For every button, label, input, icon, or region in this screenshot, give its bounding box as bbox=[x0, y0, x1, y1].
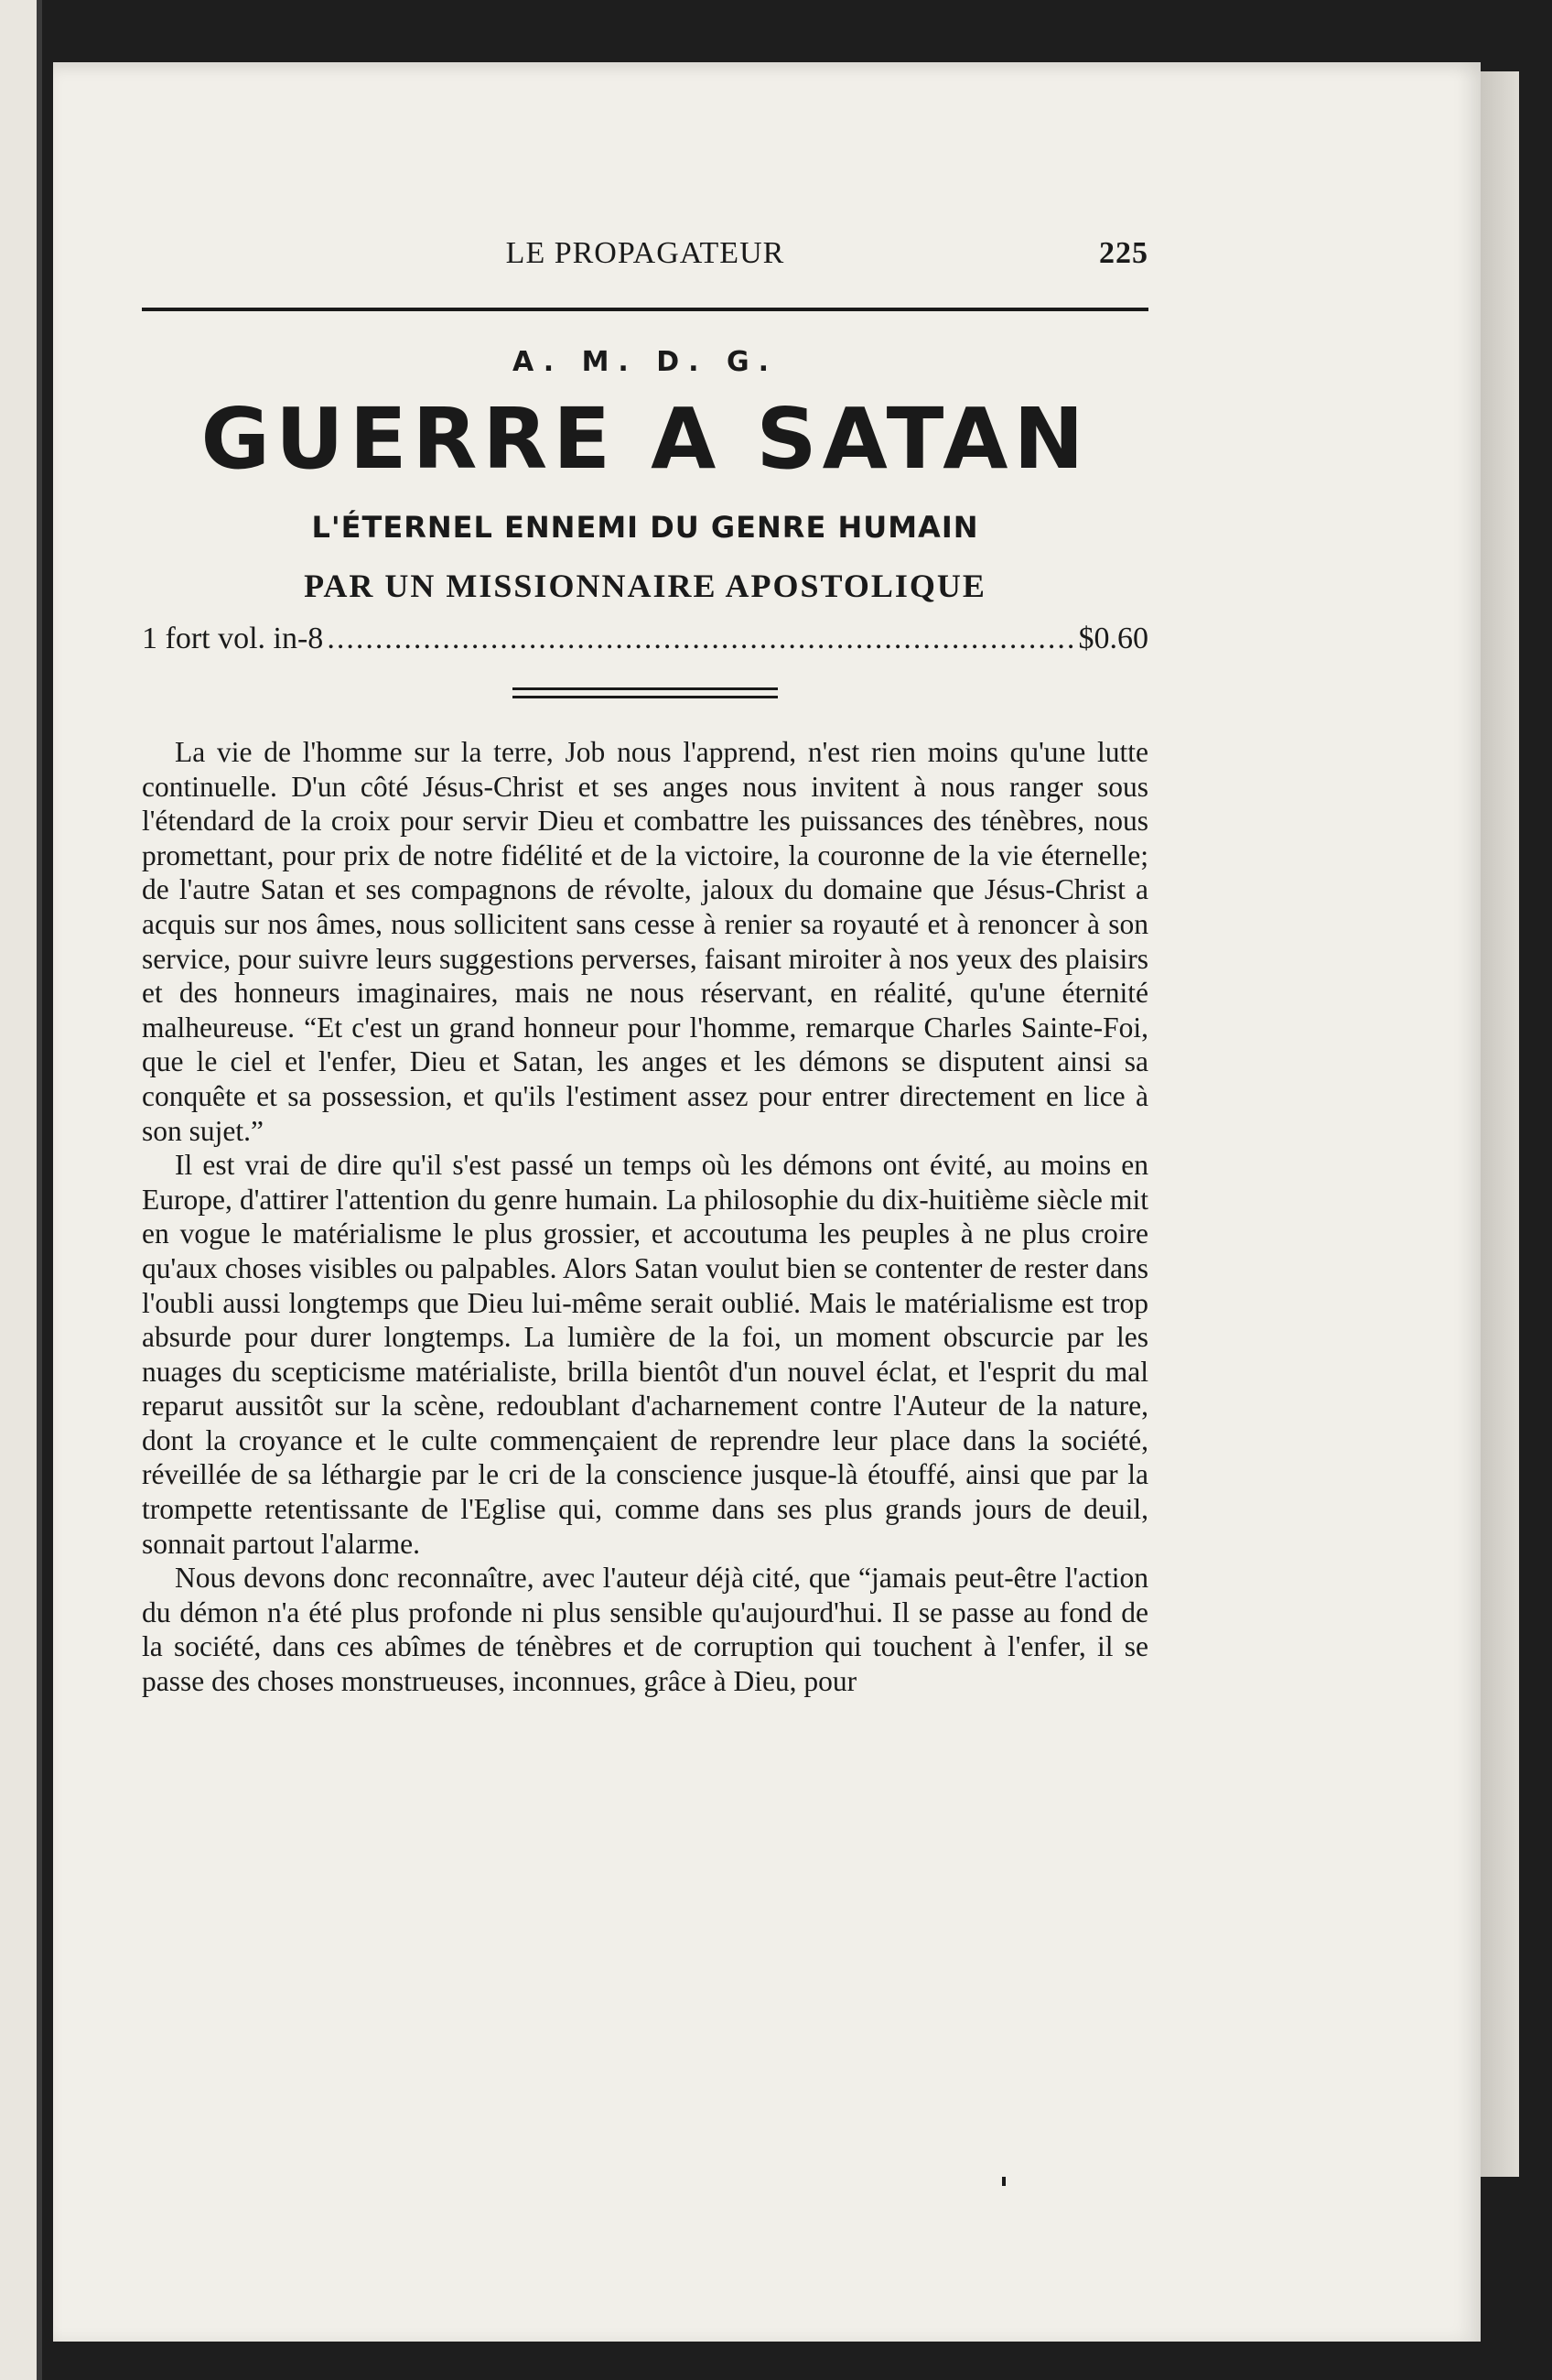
paragraph: Il est vrai de dire qu'il s'est passé un temps où les démons ont évité, au moins en Europe, d'attirer l'attention du genre humain. La philosophie du dix-huitième siècle mit en vogue le matérialisme le plus grossier, et accoutuma les peuples à ne plus croire qu'aux choses visibles ou palpables. Alors Satan voulut bien se contenter de rester dans l'oubli aussi longtemps que Dieu lui-même serait oublié. Mais le matérialisme est trop absurde pour durer longtemps. La lumière de la foi, un moment obscurcie par les nuages du scepticisme matérialiste, brilla bientôt d'un nouvel éclat, et l'esprit du mal reparut aussitôt sur la scène, redoublant d'acharnement contre l'Auteur de la nature, dont la croyance et le culte commençaient de reprendre leur place dans la société, réveillée de sa léthargie par le cri de la conscience jusque-là étouffé, ainsi que par la trompette retentissante de l'Eglise qui, comme dans ses plus grands jours de deuil, sonnait partout l'alarme. bbox=[142, 1149, 1148, 1560]
author-line: PAR UN MISSIONNAIRE APOSTOLIQUE bbox=[304, 568, 986, 604]
paragraph: La vie de l'homme sur la terre, Job nous l'apprend, n'est rien moins qu'une lutte continuelle. D'un côté Jésus-Christ et ses anges nous invitent à nous ranger sous l'étendard de la croix pour servir Dieu et combattre les puissances des ténèbres, nous promettant, pour prix de notre fidélité et de la victoire, la couronne de la vie éternelle; de l'autre Satan et ses compagnons de révolte, jaloux du domaine que Jésus-Christ a acquis sur nos âmes, nous sollicitent sans cesse à renier sa royauté et à renoncer à son service, pour suivre leurs suggestions perverses, faisant miroiter à nos yeux des plaisirs et des honneurs imaginaires, mais ne nous réservant, en réalité, qu'une éternité malheureuse. “Et c'est un grand honneur pour l'homme, remarque Charles Sainte-Foi, que le ciel et l'enfer, Dieu et Satan, les anges et les démons se disputent ainsi sa conquête et sa possession, et qu'ils l'estiment assez pour entrer directement en lice à son sujet.” bbox=[142, 736, 1148, 1147]
page-content bbox=[142, 236, 1148, 1699]
paragraph: Nous devons donc reconnaître, avec l'auteur déjà cité, que “jamais peut-être l'action du démon n'a été plus profonde ni plus sensible qu'aujourd'hui. Il se passe au fond de la société, dans ces abîmes de ténèbres et de corruption qui touchent à l'enfer, il se passe des choses monstrueuses, inconnues, grâce à Dieu, pour bbox=[142, 1562, 1148, 1698]
price-line bbox=[142, 622, 1148, 656]
price: $0.60 bbox=[1078, 622, 1148, 655]
page-number: 225 bbox=[1099, 236, 1148, 270]
article-body bbox=[142, 735, 1148, 1699]
leader-dots bbox=[327, 622, 1074, 656]
running-title: LE PROPAGATEUR bbox=[505, 236, 785, 270]
header-rule bbox=[142, 308, 1148, 311]
format-label: 1 fort vol. in-8 bbox=[142, 622, 324, 655]
main-title: GUERRE A SATAN bbox=[200, 390, 1090, 488]
running-header bbox=[142, 236, 1148, 282]
subtitle: L'ÉTERNEL ENNEMI DU GENRE HUMAIN bbox=[311, 510, 979, 545]
adjacent-page-edge bbox=[0, 0, 42, 2380]
section-divider bbox=[512, 687, 778, 698]
ink-speck bbox=[1002, 2177, 1006, 2186]
dedication: A. M. D. G. bbox=[512, 346, 779, 378]
